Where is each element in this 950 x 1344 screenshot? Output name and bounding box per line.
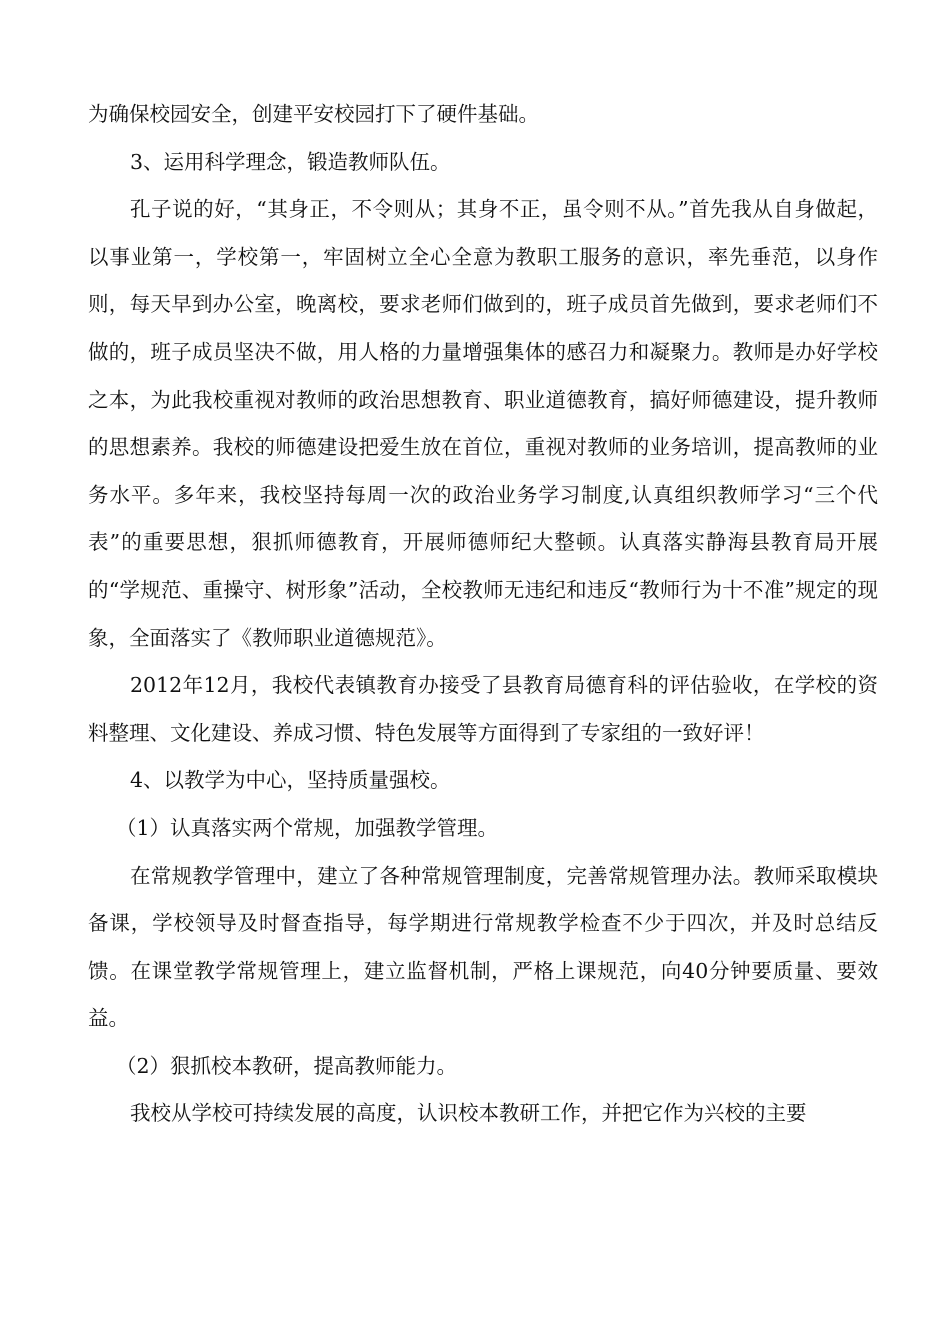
paragraph-teacher-ethics: 孔子说的好，“其身正，不令则从；其身不正，虽令则不从。”首先我从自身做起，以事业第一，学校第一，牢固树立全心全意为教职工服务的意识，率先垂范，以身作则，每天早到办公室，晚离校，要求老师们做到的，班子成员首先做到，要求老师们不做的，班子成员坚决不做，用人格的力量增强集体的感召力和凝聚力。教师是办好学校之本，为此我校重视对教师的政治思想教育、职业道德教育，搞好师德建设，提升教师的思想素养。我校的师德建设把爱生放在首位，重视对教师的业务培训，提高教师的业务水平。多年来，我校坚持每周一次的政治业务学习制度,认真组织教师学习“三个代表”的重要思想，狠抓师德教育，开展师德师纪大整顿。认真落实静海县教育局开展的“学规范、重操守、树形象”活动，全校教师无违纪和违反“教师行为十不准”规定的现象，全面落实了《教师职业道德规范》。 [88, 197, 878, 650]
heading-4-teaching-quality: 4、以教学为中心，坚持质量强校。 [130, 768, 451, 793]
paragraph-school-research: 我校从学校可持续发展的高度，认识校本教研工作，并把它作为兴校的主要 [130, 1101, 807, 1126]
paragraph-routine-management: 在常规教学管理中，建立了各种常规管理制度，完善常规管理办法。教师采取模块备课，学校领导及时督查指导，每学期进行常规教学检查不少于四次，并及时总结反馈。在课堂教学常规管理上，建立监督机制，严格上课规范，向40分钟要质量、要效益。 [88, 863, 878, 1031]
paragraph-2012-evaluation: 2012年12月，我校代表镇教育办接受了县教育局德育科的评估验收，在学校的资料整理、文化建设、养成习惯、特色发展等方面得到了专家组的一致好评！ [88, 673, 878, 745]
document-page [88, 91, 878, 1138]
subheading-2-school-research: （2）狠抓校本教研，提高教师能力。 [116, 1053, 458, 1078]
subheading-1-routines: （1）认真落实两个常规，加强教学管理。 [116, 815, 499, 840]
heading-3-teacher-team: 3、运用科学理念，锻造教师队伍。 [130, 149, 451, 174]
paragraph-1: 为确保校园安全，创建平安校园打下了硬件基础。 [88, 102, 539, 126]
